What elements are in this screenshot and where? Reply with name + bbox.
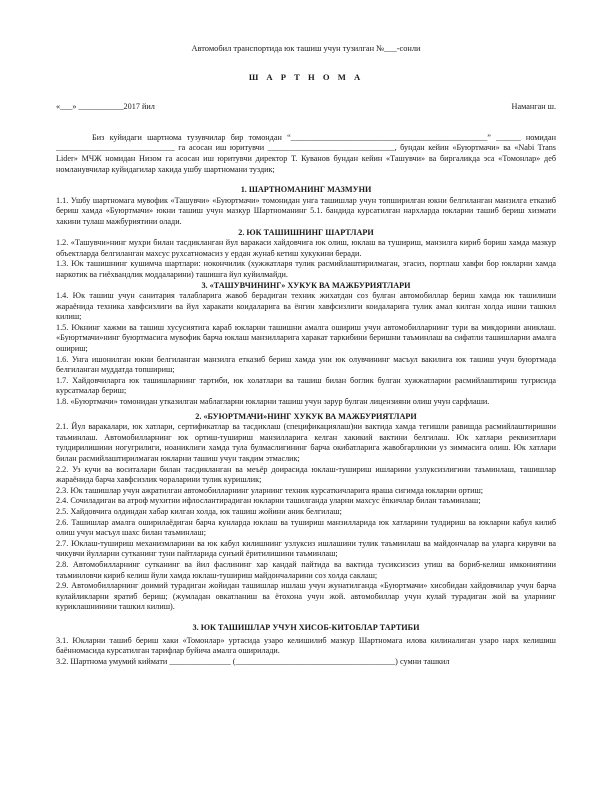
section-title: 2. ЮК ТАШИШНИНГ ШАРТЛАРИ <box>238 227 374 237</box>
date-row <box>56 102 556 113</box>
section-title: 1. ШАРТНОМАНИНГ МАЗМУНИ <box>240 185 372 195</box>
document-heading: Ш А Р Т Н О М А <box>248 71 364 82</box>
section-item: 2.2. Уз кучи ва воситалари билан тасдикланган ва меъёр доирасида юклаш-тушириш ишларини узлуксизлигини таъминлаш, ташишлар жараёнида барча хавфсизлик чораларини тулик куришлик; <box>56 464 556 485</box>
section-item: 2.3. Юк ташишлар учун ажратилган автомобилларнинг уларнинг техник курсаткичларига ярашa сигимда юкларни ортиш; <box>56 485 484 495</box>
document-title: Автомобил транспортида юк ташиш учун тузилган №___-сонли <box>191 44 421 53</box>
section-item: 1.5. Юкнинг хажми ва ташиш хусусиятига караб юкларни ташишни амалга ошириш учун автомобилларнинг тури ва микдорини аниклаш. «Буюртмачи»нинг буюртмасига мувофик барча юклаш манзилларига харакат таркибини беришни таъминлаш ва сифатли ташишларни амалга ошириш; <box>56 322 556 354</box>
section-item: 2.4. Сочиладиган ва атроф мухитни ифлослантирадиган юкларни ташилганда уларни махсус ёпкичлар билан таъминлаш; <box>56 496 481 506</box>
section-item: 2.1. Йул варакалари, юк хатлари, сертификатлар ва тасдиклаш (спецификациялаш)ни вактида хамда тегишли равишда расмийлаштиришни таъминлаш. Автомобилларнинг юк ортиш-тушириш манзилларига келган хакикий вактини белгилаш. Юк хатлари реквизитлари тулдирилишини ногугрилиги, ноаниклиги хамда тула булмаслигининг барча окибатларига жавобгарликни уз зиммасига олиш. Юк хатлари билан расмийлаштирилмаган юкларни ташиш учун такдим этмаслик; <box>56 422 556 463</box>
section-item: 1.4. Юк ташиш учун санитария талабларига жавоб берадиган техник жихатдан соз булган автомобиллар бериш хамда юк ташилиши жараёнида техника хавфсизлиги ва йул харакати коидаларига ва ёнгин хавфсизлиги коидаларига тулик амал килган холда ишни ташкил килиш; <box>56 291 556 322</box>
section-title: 3. ЮК ТАШИШЛАР УЧУН ХИСОБ-КИТОБЛАР ТАРТИБИ <box>192 622 420 632</box>
section-item: 2.8. Автомобилларнинг сутканинг ва йил фаслининг хар кандай пайтида ва вактида тусиксизсиз утиш ва бориб-келиш имкониятини таъминловчи кириб келиш йули хамда юклаш-тушириш майдончаларини соз холда саклаш; <box>56 559 556 580</box>
contract-date: «___» ___________2017 йил <box>56 102 155 112</box>
section-title: 2. «БУЮРТМАЧИ»НИНГ ХУКУК ВА МАЖБУРИЯТЛАРИ <box>195 411 417 421</box>
intro-paragraph: Биз куйидаги шартнома тузувчилар бир томондан “________________________________________________” ______ номидан _____________________________ га асосан иш юритувчи _______________________________, бундан кейин «Буюртмачи» ва «Nabi Trans Lider» МЧЖ номидан Низом га асосан иш юритувчи директор Т. Куванов бундан кейин «Ташувчи» ва биргаликда эса «Томонлар» деб номланувчилар куйидагилар хакида ушбу шартномани туздик; <box>56 132 556 174</box>
section-item: 1.6. Унга ишонилган юкни белгиланган манзилга етказиб бериш хамда уни юк олувчининг масъул вакилига юк ташиш учун буюртмада белгиланган муддатда топшириш; <box>56 354 556 375</box>
section-item: 1.1. Ушбу шартномага мувофик «Ташувчи» «Буюртмачи» томонидан унга ташишлар учун топширилган юкни белгиланган манзилга етказиб бериш хамда «Буюртмачи» юкни ташиш учун мазкур Шартноманинг 5.1. бандида курсатилган нархларда юкларни ташиб бериш хизмати хакини тулаш мажбуриятини олади. <box>56 195 556 226</box>
section-item: 1.2. «Ташувчи»нинг мухри билан тасдикланган йул варакаси хайдовчига юк олиш, юклаш ва тушириш, манзилга кириб бориш хамда мазкур объектларда белгиланган махсус рухсатномасиз у ердан жунаб кетиш хукукини беради. <box>56 238 556 258</box>
section-item: 2.6. Ташишлар амалга оширилаёдиган барча кунларда юклаш ва тушириш манзилларида юк хатларини тулдириш ва юкларни кабул килиб олиш учун масъул шахс билан таъминлаш; <box>56 517 556 538</box>
section-title: 3. «ТАШУВЧИНИНГ» ХУКУК ВА МАЖБУРИЯТЛАРИ <box>201 280 411 290</box>
section-item: 1.8. «Буюртмачи» томонидан утказилган маблагларни юкларни ташиш учун зарур булган лицензияни олиш учун сарфлаши. <box>56 397 490 407</box>
section-item: 2.5. Хайдовчига олдиндан хабар килган холда, юк ташиш жойини аник белгилаш; <box>56 506 342 516</box>
contract-city: Наманган ш. <box>511 102 556 112</box>
section-item: 3.1. Юкларни ташиб бериш хаки «Томонлар» уртасида узаро келишилиб мазкур Шартномага илова килиналиган узаро нарх келишиш баённомасида курсатилган тарифлар буйича амалга оширилади. <box>56 635 556 656</box>
section-item: 2.9. Автомобилларнинг доимий турадиган жойидан ташишлар ишлаш учун жунатилганда «Буюртмачи» хисобидан хайдовчилар учун барча кулайликларни яратиб бериш; (жумладан овкатланиш ва ётохона учун жой. автомобиллар учун кулай турадиган жой ва уларнинг куриклашнинини ташкил килиш). <box>56 581 556 612</box>
section-item: 1.3. Юк ташишнинг кушимча шартлари: нокончилик (хужжатларя тулик расмийлаштирилмаган, эгасиз, портлаш хавфи бор юкларни хамда наркотик ва гиёхвандлик моддаларини) ташишга йул куйилмайди. <box>56 259 556 279</box>
section-item: 3.2. Шартнома умумий киймати _______________ (_______________________________________) сумни ташкил <box>56 656 450 666</box>
section-item: 2.7. Юклаш-тушириш механизмларини ва юк кабул килишнинг узлуксиз ишлашини тулик таъминлаш ва майдончалар ва уларга кирувчи ва чикувчи йулларни сутканинг туни пайтларида сунъий ёритилишини таъминлаш; <box>56 538 556 559</box>
section-item: 1.7. Хайдовчиларга юк ташишларнинг тартиби, юк холатлари ва ташиш билан боглик булган хужжатларни расмийлаштириш тугрисида курсатмалар бериш; <box>56 375 556 396</box>
